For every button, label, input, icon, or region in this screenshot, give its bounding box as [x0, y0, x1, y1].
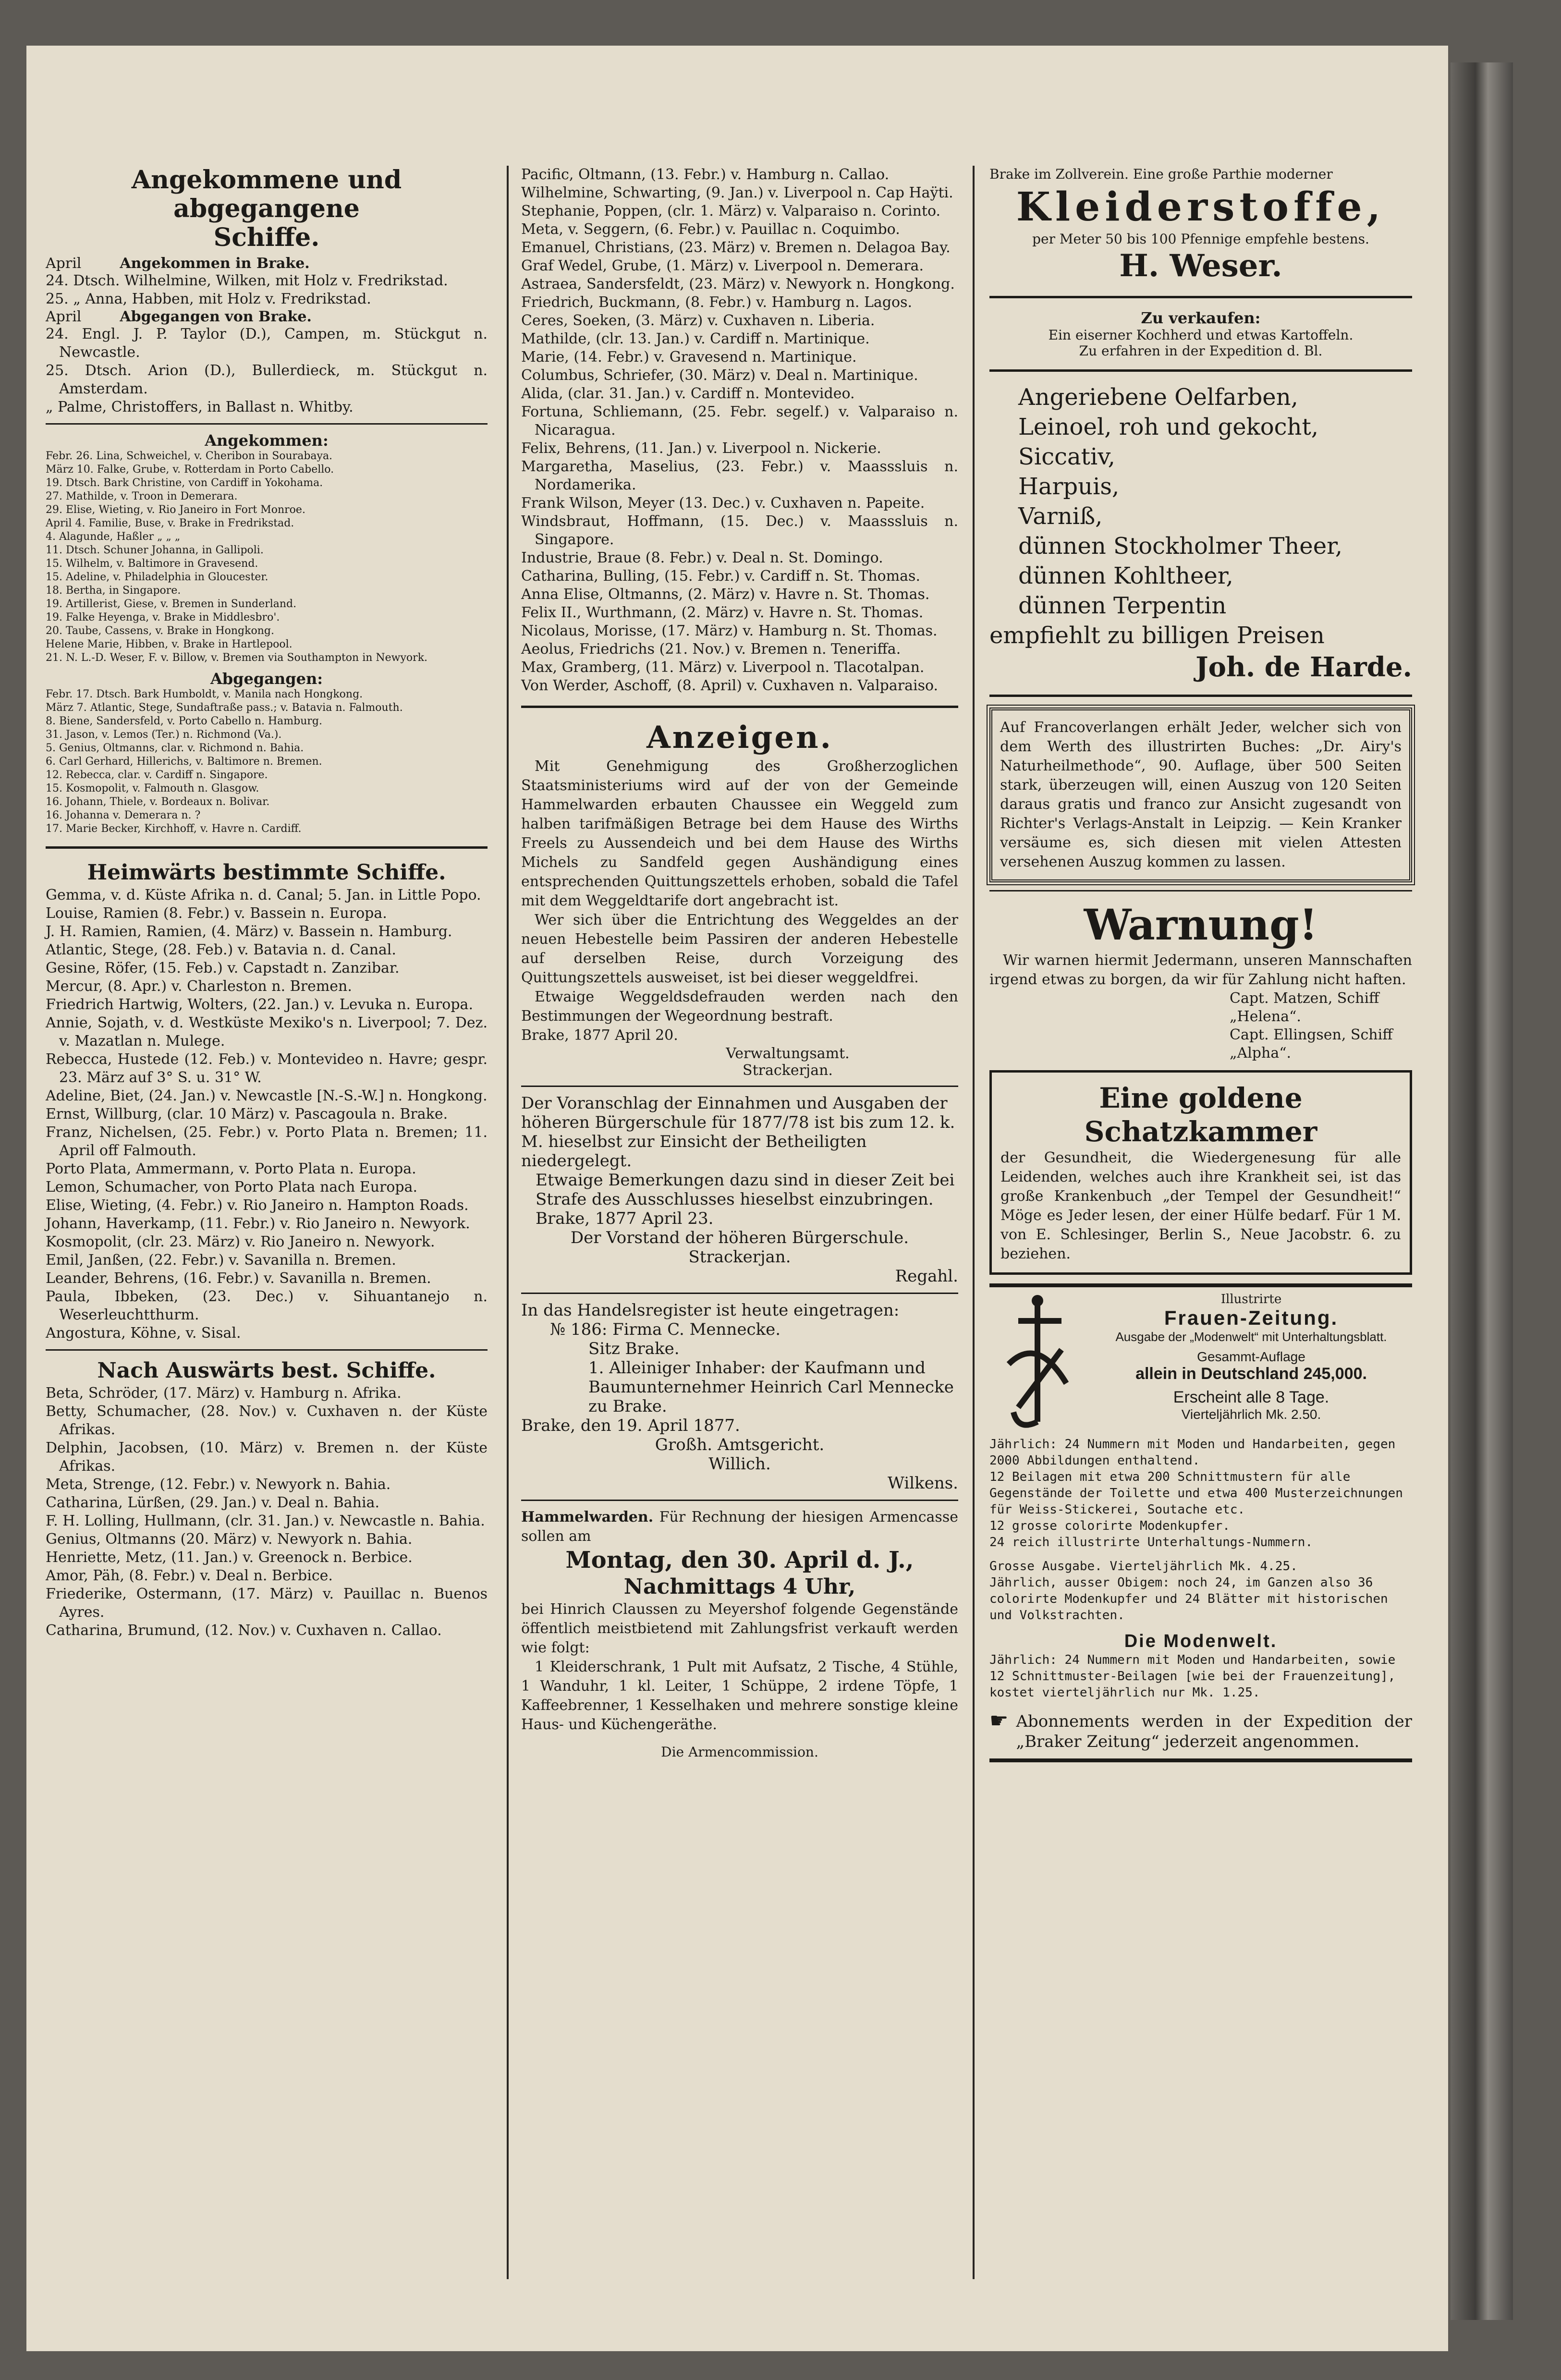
- auction-time: Nachmittags 4 Uhr,: [623, 1574, 856, 1599]
- register-number: № 186: Firma C. Mennecke.: [550, 1320, 781, 1339]
- register-intro: In das Handelsregister ist heute eingetragen:: [521, 1301, 900, 1320]
- ship-entry: Graf Wedel, Grube, (1. März) v. Liverpool n. Demerara.: [521, 257, 924, 274]
- ship-entry: Felix, Behrens, (11. Jan.) v. Liverpool n. Nickerie.: [521, 440, 881, 457]
- weggeld-text-2: Wer sich über die Entrichtung des Weggeldes an der neuen Hebestelle beim Passiren der anderen Hebestelle auf derselben Reise, durch Vorzeigung des Quittungszettels ausweiset, ist bei dieser weggeldfrei.: [521, 912, 958, 986]
- heim-item: Leander, Behrens, (16. Febr.) v. Savanilla n. Bremen.: [46, 1270, 431, 1287]
- register-sig-1: Willich.: [708, 1454, 771, 1474]
- ships-title-1: Angekommene und abgegangene: [131, 165, 402, 223]
- auction-signature: Die Armencommission.: [661, 1744, 818, 1760]
- verkaufen-line-1: Ein eiserner Kochherd und etwas Kartoffeln.: [1048, 327, 1354, 343]
- ship-entry: Frank Wilson, Meyer (13. Dec.) v. Cuxhaven n. Papeite.: [521, 495, 925, 512]
- abg-item: 16. Johanna v. Demerara n. ?: [46, 809, 201, 821]
- warnung-text: Wir warnen hiermit Jedermann, unseren Mannschaften irgend etwas zu borgen, da wir für Zahlung nicht haften.: [989, 952, 1412, 988]
- heim-item: Johann, Haverkamp, (11. Febr.) v. Rio Janeiro n. Newyork.: [46, 1215, 470, 1232]
- arrival-entry: 25. „ Anna, Habben, mit Holz v. Fredrikstad.: [46, 291, 371, 307]
- harde-item: dünnen Stockholmer Theer,: [1018, 533, 1343, 560]
- ship-entry: Margaretha, Maselius, (23. Febr.) v. Maasssluis n. Nordamerika.: [521, 458, 958, 493]
- abg-item: März 7. Atlantic, Stege, Sundaftraße pass.; v. Batavia n. Falmouth.: [46, 702, 403, 714]
- budget-sig-2: Strackerjan.: [688, 1247, 791, 1267]
- register-sitz: Sitz Brake.: [588, 1339, 680, 1358]
- aus-item: Meta, Strenge, (12. Febr.) v. Newyork n. Bahia.: [46, 1476, 391, 1493]
- departures-subhead: Abgegangen von Brake.: [120, 308, 312, 325]
- aus-item: Delphin, Jacobsen, (10. März) v. Bremen n. der Küste Afrikas.: [46, 1440, 488, 1475]
- ang-item: 15. Adeline, v. Philadelphia in Gloucester.: [46, 571, 268, 583]
- abg-item: 8. Biene, Sandersfeld, v. Porto Cabello n. Hamburg.: [46, 715, 322, 727]
- ships-title-2: Schiffe.: [213, 223, 320, 252]
- weser-intro: Brake im Zollverein. Eine große Parthie moderner: [989, 166, 1333, 182]
- harde-item: Varniß,: [1018, 503, 1103, 530]
- ang-item: 18. Bertha, in Singapore.: [46, 585, 181, 597]
- abgegangen-head: Abgegangen:: [210, 670, 323, 688]
- heim-item: J. H. Ramien, Ramien, (4. März) v. Bassein n. Hamburg.: [46, 923, 452, 940]
- ang-item: 27. Mathilde, v. Troon in Demerara.: [46, 490, 238, 502]
- ang-item: Febr. 26. Lina, Schweichel, v. Cheribon in Sourabaya.: [46, 450, 333, 462]
- heim-item: Angostura, Köhne, v. Sisal.: [46, 1325, 241, 1342]
- ship-entry: Pacific, Oltmann, (13. Febr.) v. Hamburg n. Callao.: [521, 166, 890, 183]
- ship-entry: Industrie, Braue (8. Febr.) v. Deal n. St. Domingo.: [521, 549, 883, 566]
- ang-item: 19. Dtsch. Bark Christine, von Cardiff in Yokohama.: [46, 477, 323, 489]
- abg-item: 16. Johann, Thiele, v. Bordeaux n. Bolivar.: [46, 796, 270, 808]
- franco-text: Auf Francoverlangen erhält Jeder, welcher sich von dem Werth des illustrirten Buches: „Dr. Airy's Naturheilmethode“, 90. Auflage, über 500 Seiten stark, überzeugen will, einen Auszug von 120 Seiten daraus gratis und franco zur Ansicht zugesandt von Richter's Verlags-Anstalt in Leipzig. — Kein Kranker versäume es, sich diesen mit vielen Attesten versehenen Auszug kommen zu lassen.: [1000, 719, 1402, 870]
- register-owner: 1. Alleiniger Inhaber: der Kaufmann und Baumunternehmer Heinrich Carl Mennecke zu Brake.: [588, 1358, 954, 1416]
- abg-item: 31. Jason, v. Lemos (Ter.) n. Richmond (Va.).: [46, 729, 282, 741]
- fz-aufl-2: allein in Deutschland 245,000.: [1135, 1365, 1367, 1383]
- departure-entry: 24. Engl. J. P. Taylor (D.), Campen, m. Stückgut n. Newcastle.: [46, 326, 488, 361]
- weser-name: H. Weser.: [1119, 248, 1282, 284]
- middle-column: [521, 166, 958, 1760]
- ship-entry: Stephanie, Poppen, (clr. 1. März) v. Valparaiso n. Corinto.: [521, 203, 941, 220]
- fz-freq: Erscheint alle 8 Tage.: [1173, 1388, 1329, 1406]
- ship-entry: Astraea, Sandersfeldt, (23. März) v. Newyork n. Hongkong.: [521, 276, 955, 293]
- abg-item: 5. Genius, Oltmanns, clar. v. Richmond n. Bahia.: [46, 742, 304, 754]
- ship-entry: Fortuna, Schliemann, (25. Febr. segelf.) v. Valparaiso n. Nicaragua.: [521, 403, 958, 439]
- aus-item: Genius, Oltmanns (20. März) v. Newyork n. Bahia.: [46, 1531, 413, 1548]
- aus-item: Betty, Schumacher, (28. Nov.) v. Cuxhaven n. der Küste Afrikas.: [46, 1403, 488, 1438]
- ship-entry: Friedrich, Buckmann, (8. Febr.) v. Hamburg n. Lagos.: [521, 294, 913, 311]
- weggeld-date: Brake, 1877 April 20.: [521, 1027, 678, 1044]
- fz-gross: Grosse Ausgabe. Vierteljährlich Mk. 4.25. Jährlich, ausser Obigem: noch 24, im Ganzen also 36 colorirte Modenkupfer und 24 Blätter mit historischen und Volkstrachten.: [989, 1559, 1388, 1623]
- right-column: [989, 166, 1412, 1762]
- budget-date: Brake, 1877 April 23.: [536, 1209, 714, 1228]
- weser-headline: Kleiderstoffe,: [1016, 184, 1386, 230]
- ship-entry: Meta, v. Seggern, (6. Febr.) v. Pauillac n. Coquimbo.: [521, 221, 900, 238]
- ship-entry: Aeolus, Friedrichs (21. Nov.) v. Bremen n. Teneriffa.: [521, 641, 901, 658]
- ship-entry: Von Werder, Aschoff, (8. April) v. Cuxhaven n. Valparaiso.: [521, 677, 939, 694]
- warnung-sig: Capt. Ellingsen, Schiff „Alpha“.: [1230, 1026, 1393, 1062]
- heim-item: Atlantic, Stege, (28. Feb.) v. Batavia n. d. Canal.: [46, 941, 396, 958]
- ang-item: 11. Dtsch. Schuner Johanna, in Gallipoli.: [46, 544, 264, 556]
- verkaufen-line-2: Zu erfahren in der Expedition d. Bl.: [1079, 343, 1323, 359]
- aus-item: Beta, Schröder, (17. März) v. Hamburg n. Afrika.: [46, 1385, 402, 1402]
- arrivals-subhead: Angekommen in Brake.: [120, 255, 310, 272]
- ang-item: März 10. Falke, Grube, v. Rotterdam in Porto Cabello.: [46, 464, 334, 476]
- harde-recommend: empfiehlt zu billigen Preisen: [989, 622, 1325, 649]
- harde-item: dünnen Kohltheer,: [1018, 562, 1233, 589]
- mw-text: Jährlich: 24 Nummern mit Moden und Handarbeiten, sowie 12 Schnittmuster-Beilagen [wie bei der Frauenzeitung], kostet vierteljährlich nur Mk. 1.25.: [989, 1653, 1396, 1700]
- mw-title: Die Modenwelt.: [1124, 1631, 1278, 1651]
- heim-item: Rebecca, Hustede (12. Feb.) v. Montevideo n. Havre; gespr. 23. März auf 3° S. u. 31° W.: [46, 1051, 488, 1086]
- budget-text-2: Etwaige Bemerkungen dazu sind in dieser Zeit bei Strafe des Ausschlusses hieselbst einzubringen.: [536, 1171, 955, 1209]
- fz-list: Jährlich: 24 Nummern mit Moden und Handarbeiten, gegen 2000 Abbildungen enthaltend. 12 Beilagen mit etwa 200 Schnittmustern für alle Gegenstände der Toilette und etwa 400 Musterzeichnungen für Weiss-Stickerei, Soutache etc. 12 grosse colorirte Modenkupfer. 24 reich illustrirte Unterhaltungs-Nummern.: [989, 1437, 1403, 1550]
- abo-text: Abonnements werden in der Expedition der „Braker Zeitung“ jederzeit angenommen.: [1016, 1712, 1412, 1751]
- register-court: Großh. Amtsgericht.: [655, 1435, 825, 1454]
- register-date: Brake, den 19. April 1877.: [521, 1416, 740, 1435]
- ship-entry: Wilhelmine, Schwarting, (9. Jan.) v. Liverpool n. Cap Haÿti.: [521, 184, 953, 201]
- fz-title: Frauen-Zeitung.: [1164, 1306, 1339, 1329]
- ang-item: April 4. Familie, Buse, v. Brake in Fredrikstad.: [46, 517, 294, 529]
- heim-item: Friedrich Hartwig, Wolters, (22. Jan.) v. Levuka n. Europa.: [46, 996, 473, 1013]
- fz-sub: Ausgabe der „Modenwelt“ mit Unterhaltungsblatt.: [1115, 1330, 1387, 1344]
- auction-day: Montag, den 30. April d. J.,: [565, 1547, 914, 1574]
- ship-entry: Max, Gramberg, (11. März) v. Liverpool n. Tlacotalpan.: [521, 659, 925, 676]
- heim-item: Ernst, Willburg, (clar. 10 März) v. Pascagoula n. Brake.: [46, 1106, 448, 1123]
- harde-item: Harpuis,: [1018, 473, 1120, 500]
- anzeigen-head: Anzeigen.: [646, 720, 833, 756]
- weggeld-text-3: Etwaige Weggeldsdefrauden werden nach den Bestimmungen der Wegeordnung bestraft.: [521, 989, 958, 1025]
- warnung-head: Warnung!: [1084, 900, 1318, 950]
- heimwaerts-head: Heimwärts bestimmte Schiffe.: [87, 860, 446, 885]
- weggeld-sig-2: Strackerjan.: [743, 1062, 833, 1079]
- ship-entry: Felix II., Wurthmann, (2. März) v. Havre n. St. Thomas.: [521, 604, 924, 621]
- auction-intro: Für Rechnung der hiesigen Armencasse sollen am: [521, 1509, 958, 1545]
- ship-entry: Alida, (clar. 31. Jan.) v. Cardiff n. Montevideo.: [521, 385, 855, 402]
- ship-entry: Windsbraut, Hoffmann, (15. Dec.) v. Maasssluis n. Singapore.: [521, 513, 958, 548]
- fz-price: Vierteljährlich Mk. 2.50.: [1181, 1407, 1321, 1422]
- aus-item: F. H. Lolling, Hullmann, (clr. 31. Jan.) v. Newcastle n. Bahia.: [46, 1513, 485, 1529]
- book-edge: [1451, 62, 1513, 2320]
- weser-price: per Meter 50 bis 100 Pfennige empfehle bestens.: [1032, 231, 1369, 247]
- verkaufen-head: Zu verkaufen:: [1141, 309, 1261, 327]
- auswaerts-head: Nach Auswärts best. Schiffe.: [97, 1358, 436, 1383]
- ang-item: 4. Alagunde, Haßler „ „ „: [46, 531, 181, 543]
- aus-item: Friederike, Ostermann, (17. März) v. Pauillac n. Buenos Ayres.: [46, 1586, 488, 1621]
- ship-entry: Ceres, Soeken, (3. März) v. Cuxhaven n. Liberia.: [521, 312, 875, 329]
- ship-entry: Anna Elise, Oltmanns, (2. März) v. Havre n. St. Thomas.: [521, 586, 930, 603]
- heim-item: Franz, Nichelsen, (25. Febr.) v. Porto Plata n. Bremen; 11. April off Falmouth.: [46, 1124, 488, 1159]
- auction-place: Hammelwarden.: [521, 1509, 654, 1526]
- arrivals-label: April: [46, 255, 82, 272]
- left-column: [46, 166, 488, 1640]
- ang-item: Helene Marie, Hibben, v. Brake in Hartlepool.: [46, 638, 293, 650]
- ang-item: 20. Taube, Cassens, v. Brake in Hongkong.: [46, 625, 274, 637]
- auction-text: bei Hinrich Claussen zu Meyershof folgende Gegenstände öffentlich meistbietend mit Zahlungsfrist verkauft werden wie folgt:: [521, 1601, 958, 1656]
- harde-item: Angeriebene Oelfarben,: [1018, 384, 1298, 411]
- ang-item: 19. Falke Heyenga, v. Brake in Middlesbro'.: [46, 611, 280, 623]
- heim-item: Lemon, Schumacher, von Porto Plata nach Europa.: [46, 1179, 418, 1196]
- departures-label: April: [46, 308, 82, 325]
- weggeld-sig-1: Verwaltungsamt.: [726, 1045, 850, 1062]
- ang-item: 19. Artillerist, Giese, v. Bremen in Sunderland.: [46, 598, 297, 610]
- ang-item: 15. Wilhelm, v. Baltimore in Gravesend.: [46, 558, 258, 570]
- departure-entry: 25. Dtsch. Arion (D.), Bullerdieck, m. Stückgut n. Amsterdam.: [46, 362, 488, 397]
- abg-item: 6. Carl Gerhard, Hillerichs, v. Baltimore n. Bremen.: [46, 756, 322, 768]
- column-rule-2: [973, 166, 975, 2279]
- abg-item: Febr. 17. Dtsch. Bark Humboldt, v. Manila nach Hongkong.: [46, 688, 363, 700]
- ship-entry: Marie, (14. Febr.) v. Gravesend n. Martinique.: [521, 349, 857, 366]
- ship-entry: Nicolaus, Morisse, (17. März) v. Hamburg n. St. Thomas.: [521, 622, 938, 639]
- register-sig-2: Wilkens.: [888, 1474, 958, 1493]
- heim-item: Gesine, Röfer, (15. Feb.) v. Capstadt n. Zanzibar.: [46, 960, 400, 976]
- budget-text: Der Voranschlag der Einnahmen und Ausgaben der höheren Bürgerschule für 1877/78 ist bis zum 12. k. M. hieselbst zur Einsicht der Betheiligten niedergelegt.: [521, 1094, 955, 1171]
- heim-item: Elise, Wieting, (4. Febr.) v. Rio Janeiro n. Hampton Roads.: [46, 1197, 469, 1214]
- heim-item: Kosmopolit, (clr. 23. März) v. Rio Janeiro n. Newyork.: [46, 1233, 435, 1250]
- budget-sig-3: Regahl.: [895, 1267, 958, 1286]
- abg-item: 12. Rebecca, clar. v. Cardiff n. Singapore.: [46, 769, 268, 781]
- warnung-sig: Capt. Matzen, Schiff „Helena“.: [1230, 990, 1379, 1025]
- harde-item: Leinoel, roh und gekocht,: [1018, 414, 1319, 440]
- heim-item: Porto Plata, Ammermann, v. Porto Plata n. Europa.: [46, 1160, 416, 1177]
- harde-item: Siccativ,: [1018, 443, 1115, 470]
- heim-item: Paula, Ibbeken, (23. Dec.) v. Sihuantanejo n. Weserleuchtthurm.: [46, 1288, 488, 1323]
- ship-entry: Emanuel, Christians, (23. März) v. Bremen n. Delagoa Bay.: [521, 239, 951, 256]
- heim-item: Annie, Sojath, v. d. Westküste Mexiko's n. Liverpool; 7. Dez. v. Mazatlan n. Mulege.: [46, 1014, 488, 1050]
- ship-entry: Catharina, Bulling, (15. Febr.) v. Cardiff n. St. Thomas.: [521, 568, 920, 585]
- fz-small: Illustrirte: [1220, 1292, 1282, 1306]
- arrival-entry: 24. Dtsch. Wilhelmine, Wilken, mit Holz v. Fredrikstad.: [46, 272, 448, 289]
- harde-item: dünnen Terpentin: [1018, 592, 1227, 619]
- abg-item: 15. Kosmopolit, v. Falmouth n. Glasgow.: [46, 782, 259, 794]
- aus-item: Catharina, Lürßen, (29. Jan.) v. Deal n. Bahia.: [46, 1494, 379, 1511]
- schatzkammer-head: Eine goldene Schatzkammer: [1084, 1082, 1317, 1148]
- ship-entry: Mathilde, (clr. 13. Jan.) v. Cardiff n. Martinique.: [521, 330, 870, 347]
- heim-item: Mercur, (8. Apr.) v. Charleston n. Bremen.: [46, 978, 352, 995]
- aus-item: Henriette, Metz, (11. Jan.) v. Greenock n. Berbice.: [46, 1549, 413, 1566]
- frauenzeitung-ad: [989, 1292, 1412, 1436]
- heim-item: Louise, Ramien (8. Febr.) v. Bassein n. Europa.: [46, 905, 387, 922]
- schatzkammer-ad: [989, 1070, 1412, 1275]
- heim-item: Emil, Janßen, (22. Febr.) v. Savanilla n. Bremen.: [46, 1252, 396, 1269]
- auction-items: 1 Kleiderschrank, 1 Pult mit Aufsatz, 2 Tische, 4 Stühle, 1 Wanduhr, 1 kl. Leiter, 1 Schüppe, 2 irdene Töpfe, 1 Kaffeebrenner, 1 Kesselhaken und mehrere sonstige kleine Haus- und Küchengeräthe.: [521, 1659, 958, 1733]
- harde-name: Joh. de Harde.: [1195, 651, 1412, 683]
- heim-item: Gemma, v. d. Küste Afrika n. d. Canal; 5. Jan. in Little Popo.: [46, 887, 481, 903]
- ang-item: 21. N. L.-D. Weser, F. v. Billow, v. Bremen via Southampton in Newyork.: [46, 652, 428, 664]
- heim-item: Adeline, Biet, (24. Jan.) v. Newcastle [N.-S.-W.] n. Hongkong.: [46, 1087, 488, 1104]
- aus-item: Catharina, Brumund, (12. Nov.) v. Cuxhaven n. Callao.: [46, 1622, 442, 1639]
- angekommen-head: Angekommen:: [205, 431, 329, 450]
- ship-entry: Columbus, Schriefer, (30. März) v. Deal n. Martinique.: [521, 367, 918, 384]
- newspaper-page: [26, 46, 1448, 2351]
- pointing-hand-icon: ☛: [989, 1709, 1009, 1733]
- weggeld-text: Mit Genehmigung des Großherzoglichen Staatsministeriums wird auf der von der Gemeinde Hammelwarden erbauten Chaussee ein Weggeld zum halben tarifmäßigen Betrage bei dem Hause des Wirths Freels zu Aussendeich und bei dem Hause des Wirths Michels zu Sandfeld gegen Aushändigung eines entsprechenden Quittungszettels erhoben, sobald die Tafel mit dem Weggeldtarife dort angebracht ist.: [521, 758, 958, 909]
- column-rule-1: [507, 166, 509, 2279]
- departure-entry: „ Palme, Christoffers, in Ballast n. Whitby.: [46, 399, 354, 415]
- ang-item: 29. Elise, Wieting, v. Rio Janeiro in Fort Monroe.: [46, 504, 305, 516]
- abg-item: 17. Marie Becker, Kirchhoff, v. Havre n. Cardiff.: [46, 823, 302, 835]
- franco-ad: [989, 708, 1412, 882]
- schatzkammer-text: der Gesundheit, die Wiedergenesung für alle Leidenden, welches auch ihre Krankheit sei, ist das große Krankenbuch „der Tempel der Gesundheit!“ Möge es Jeder lesen, der einer Hülfe bedarf. Für 1 M. von E. Schlesinger, Berlin S., Neue Jacobstr. 6. zu beziehen.: [1000, 1149, 1401, 1262]
- aus-item: Amor, Päh, (8. Febr.) v. Deal n. Berbice.: [46, 1567, 333, 1584]
- fz-aufl-1: Gesammt-Auflage: [1197, 1349, 1305, 1364]
- monogram-icon: [989, 1292, 1085, 1436]
- budget-sig-1: Der Vorstand der höheren Bürgerschule.: [570, 1228, 909, 1247]
